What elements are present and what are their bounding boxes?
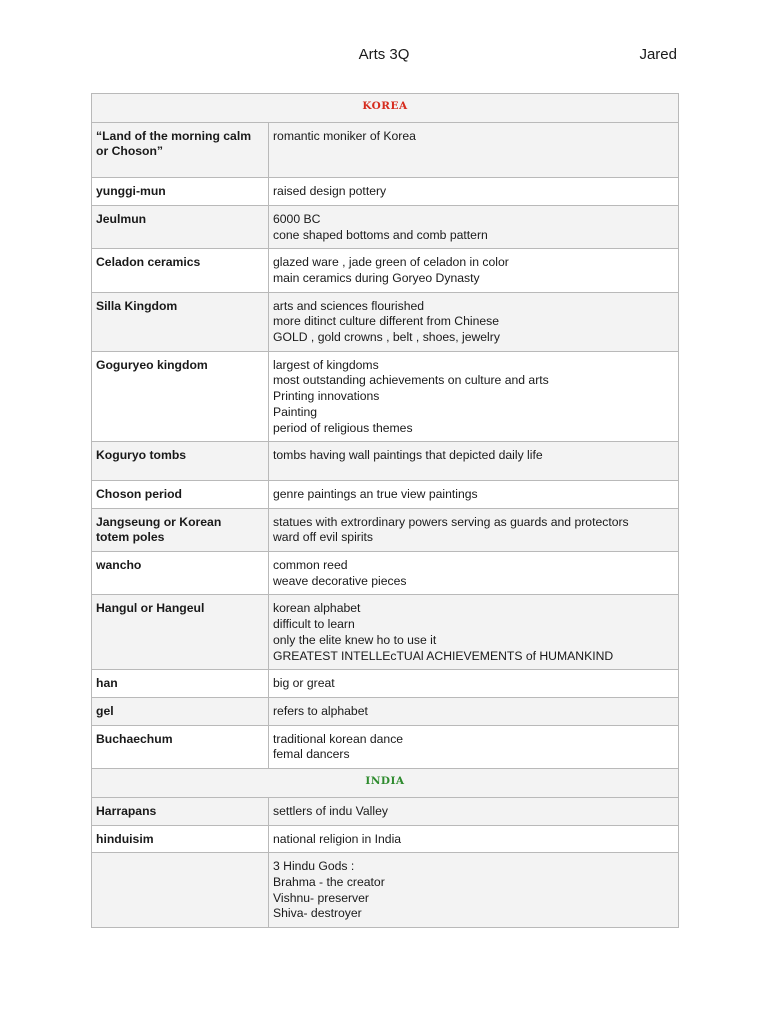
- definition-line: common reed: [273, 558, 348, 573]
- definition-line: traditional korean dance: [273, 731, 404, 746]
- definition-line: Painting: [273, 404, 318, 419]
- definition-line: glazed ware , jade green of celadon in color: [273, 255, 509, 270]
- definition-cell: [269, 552, 679, 595]
- table-row: [92, 697, 679, 725]
- term-line: Buchaechum: [96, 731, 173, 746]
- table-row: [92, 351, 679, 442]
- definition-line: GREATEST INTELLEcTUAl ACHIEVEMENTS of HUMANKIND: [273, 648, 614, 663]
- term-line: totem poles: [96, 530, 165, 545]
- term-line: Silla Kingdom: [96, 298, 178, 313]
- definition-line: weave decorative pieces: [273, 573, 407, 588]
- term-cell: [92, 552, 269, 595]
- definition-line: korean alphabet: [273, 601, 361, 616]
- definition-line: big or great: [273, 676, 335, 691]
- term-line: Celadon ceramics: [96, 255, 201, 270]
- definition-line: Vishnu- preserver: [273, 890, 369, 905]
- term-line: or Choson”: [96, 144, 164, 159]
- term-line: Goguryeo kingdom: [96, 357, 208, 372]
- term-cell: [92, 122, 269, 177]
- table-row: [92, 552, 679, 595]
- definition-cell: [269, 725, 679, 768]
- definition-cell: [269, 205, 679, 248]
- term-line: Jeulmun: [96, 211, 147, 226]
- term-cell: [92, 797, 269, 825]
- term-line: han: [96, 676, 118, 691]
- term-line: Choson period: [96, 486, 182, 501]
- definition-cell: [269, 595, 679, 670]
- section-header: INDIA: [92, 769, 679, 798]
- table-row: [92, 178, 679, 206]
- definition-cell: [269, 249, 679, 292]
- term-cell: [92, 670, 269, 698]
- term-cell: [92, 725, 269, 768]
- table-row: [92, 797, 679, 825]
- term-line: hinduisim: [96, 831, 154, 846]
- definition-line: statues with extrordinary powers serving as guards and protectors: [273, 514, 629, 529]
- definition-cell: [269, 508, 679, 551]
- term-line: gel: [96, 703, 114, 718]
- term-cell: [92, 442, 269, 481]
- definition-line: raised design pottery: [273, 184, 387, 199]
- term-cell: [92, 697, 269, 725]
- definition-line: only the elite knew ho to use it: [273, 632, 437, 647]
- definition-cell: [269, 351, 679, 442]
- table-row: [92, 122, 679, 177]
- table-row: [92, 825, 679, 853]
- definition-line: genre paintings an true view paintings: [273, 486, 478, 501]
- notes-table-body: [92, 94, 679, 928]
- term-cell: [92, 853, 269, 928]
- term-cell: [92, 249, 269, 292]
- definition-cell: [269, 670, 679, 698]
- term-cell: [92, 595, 269, 670]
- definition-line: settlers of indu Valley: [273, 803, 388, 818]
- definition-line: national religion in India: [273, 831, 402, 846]
- section-header-row: [92, 94, 679, 123]
- author-name: Jared: [639, 46, 677, 63]
- term-cell: [92, 178, 269, 206]
- definition-line: GOLD , gold crowns , belt , shoes, jewelry: [273, 330, 500, 345]
- section-header-row: [92, 769, 679, 798]
- definition-cell: [269, 825, 679, 853]
- definition-line: Shiva- destroyer: [273, 906, 362, 921]
- definition-line: refers to alphabet: [273, 703, 368, 718]
- section-header: KOREA: [92, 94, 679, 123]
- definition-line: tombs having wall paintings that depicted daily life: [273, 448, 543, 463]
- term-line: “Land of the morning calm: [96, 128, 252, 143]
- table-row: [92, 480, 679, 508]
- definition-line: Printing innovations: [273, 389, 380, 404]
- definition-line: 3 Hindu Gods :: [273, 859, 355, 874]
- term-line: Hangul or Hangeul: [96, 601, 205, 616]
- table-row: [92, 725, 679, 768]
- definition-line: femal dancers: [273, 747, 350, 762]
- term-line: Harrapans: [96, 803, 157, 818]
- definition-cell: [269, 178, 679, 206]
- table-row: [92, 292, 679, 351]
- definition-line: cone shaped bottoms and comb pattern: [273, 227, 488, 242]
- definition-cell: [269, 480, 679, 508]
- definition-line: most outstanding achievements on culture and arts: [273, 373, 549, 388]
- table-row: [92, 670, 679, 698]
- page-title: Arts 3Q: [358, 46, 410, 63]
- term-cell: [92, 508, 269, 551]
- table-row: [92, 249, 679, 292]
- definition-line: ward off evil spirits: [273, 530, 374, 545]
- definition-line: difficult to learn: [273, 617, 355, 632]
- definition-line: romantic moniker of Korea: [273, 128, 416, 143]
- table-row: [92, 442, 679, 481]
- term-cell: [92, 292, 269, 351]
- term-cell: [92, 480, 269, 508]
- definition-line: period of religious themes: [273, 420, 413, 435]
- term-cell: [92, 205, 269, 248]
- table-row: [92, 853, 679, 928]
- definition-line: largest of kingdoms: [273, 357, 379, 372]
- definition-line: arts and sciences flourished: [273, 298, 425, 313]
- table-row: [92, 595, 679, 670]
- term-cell: [92, 825, 269, 853]
- definition-line: Brahma - the creator: [273, 874, 385, 889]
- definition-cell: [269, 442, 679, 481]
- definition-line: more ditinct culture different from Chinese: [273, 314, 500, 329]
- definition-line: 6000 BC: [273, 211, 321, 226]
- table-row: [92, 205, 679, 248]
- term-line: Jangseung or Korean: [96, 514, 222, 529]
- term-line: yunggi-mun: [96, 184, 166, 199]
- term-line: wancho: [96, 558, 142, 573]
- definition-cell: [269, 697, 679, 725]
- table-row: [92, 508, 679, 551]
- notes-table: [91, 93, 679, 928]
- definition-cell: [269, 797, 679, 825]
- definition-cell: [269, 292, 679, 351]
- term-line: Koguryo tombs: [96, 448, 187, 463]
- definition-cell: [269, 122, 679, 177]
- definition-cell: [269, 853, 679, 928]
- definition-line: main ceramics during Goryeo Dynasty: [273, 270, 480, 285]
- term-cell: [92, 351, 269, 442]
